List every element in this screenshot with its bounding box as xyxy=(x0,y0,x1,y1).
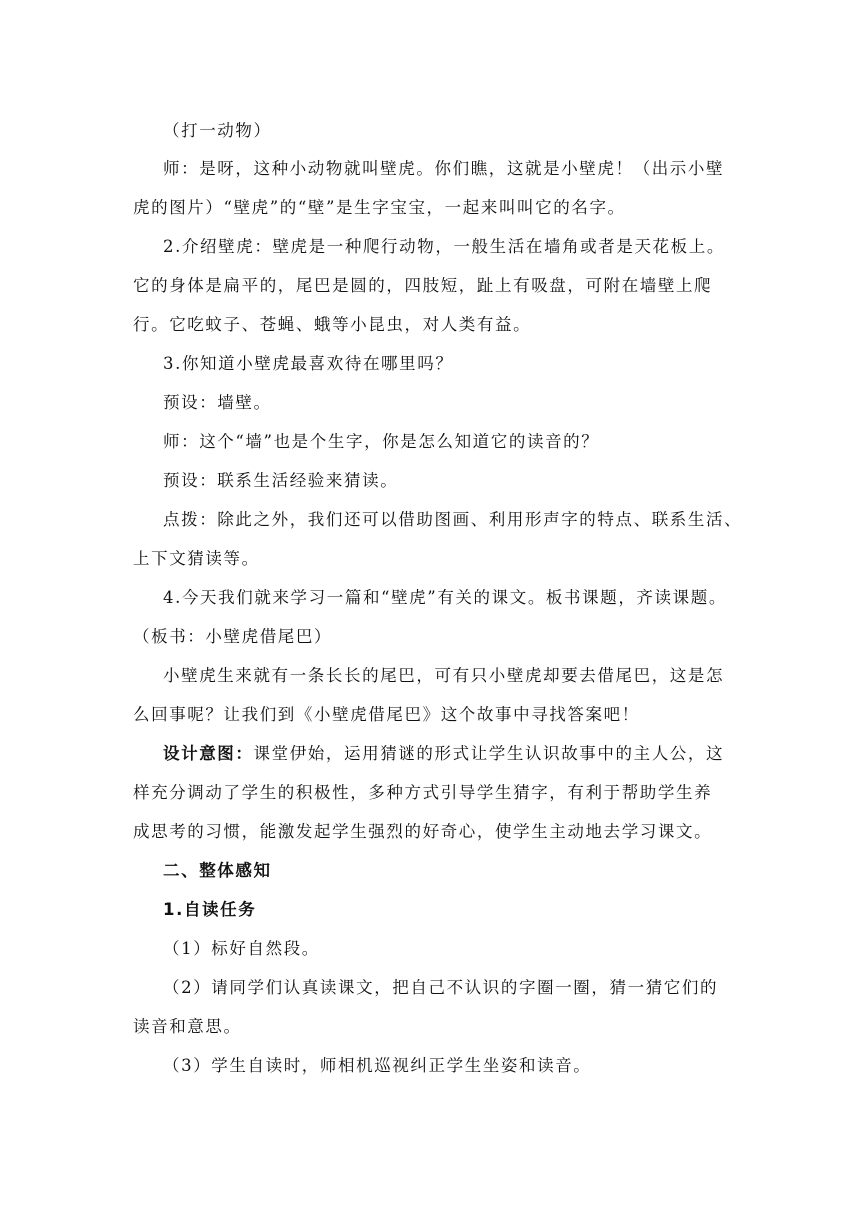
paragraph-line: 3.你知道小壁虎最喜欢待在哪里吗？ xyxy=(163,354,454,373)
paragraph-line: （板书：小壁虎借尾巴） xyxy=(133,627,333,646)
design-intent-label: 设计意图： xyxy=(163,744,254,763)
list-item: （1）标好自然段。 xyxy=(163,939,320,958)
paragraph-line: 预设：联系生活经验来猜读。 xyxy=(163,471,399,490)
list-item: （2）请同学们认真读课文，把自己不认识的字圈一圈，猜一猜它们的 xyxy=(163,978,719,997)
paragraph-line: 2.介绍壁虎：壁虎是一种爬行动物，一般生活在墙角或者是天花板上。 xyxy=(163,237,725,256)
section-heading: 二、整体感知 xyxy=(163,861,272,880)
paragraph-line: 它的身体是扁平的，尾巴是圆的，四肢短，趾上有吸盘，可附在墙壁上爬 xyxy=(133,276,713,295)
paragraph-line: 读音和意思。 xyxy=(133,1017,242,1036)
paragraph-line: 师：这个“墙”也是个生字，你是怎么知道它的读音的？ xyxy=(163,432,600,451)
paragraph-line: 小壁虎生来就有一条长长的尾巴，可有只小壁虎却要去借尾巴，这是怎 xyxy=(163,666,725,685)
paragraph-line: 样充分调动了学生的积极性，多种方式引导学生猜字，有利于帮助学生养 xyxy=(133,783,713,802)
paragraph-line: 行。它吃蚊子、苍蝇、蛾等小昆虫，对人类有益。 xyxy=(133,315,532,334)
design-intent-text: 课堂伊始，运用猜谜的形式让学生认识故事中的主人公，这 xyxy=(253,744,725,763)
paragraph-line: 虎的图片）“壁虎”的“壁”是生字宝宝，一起来叫叫它的名字。 xyxy=(133,198,626,217)
list-item: （3）学生自读时，师相机巡视纠正学生坐姿和读音。 xyxy=(163,1056,592,1075)
paragraph-line: 4.今天我们就来学习一篇和“壁虎”有关的课文。板书课题，齐读课题。 xyxy=(163,588,727,607)
paragraph-line: 上下文猜读等。 xyxy=(133,549,260,568)
paragraph-line: 么回事呢？让我们到《小壁虎借尾巴》这个故事中寻找答案吧！ xyxy=(133,705,640,724)
subsection-heading: 1.自读任务 xyxy=(163,900,257,919)
paragraph-line: 点拨：除此之外，我们还可以借助图画、利用形声字的特点、联系生活、 xyxy=(163,510,743,529)
paragraph-line: 成思考的习惯，能激发起学生强烈的好奇心，使学生主动地去学习课文。 xyxy=(133,822,713,841)
riddle-hint: （打一动物） xyxy=(163,121,272,140)
paragraph-line: 师：是呀，这种小动物就叫壁虎。你们瞧，这就是小壁虎！（出示小壁 xyxy=(163,159,725,178)
paragraph-line: 预设：墙壁。 xyxy=(163,393,272,412)
design-intent-line xyxy=(163,746,724,763)
